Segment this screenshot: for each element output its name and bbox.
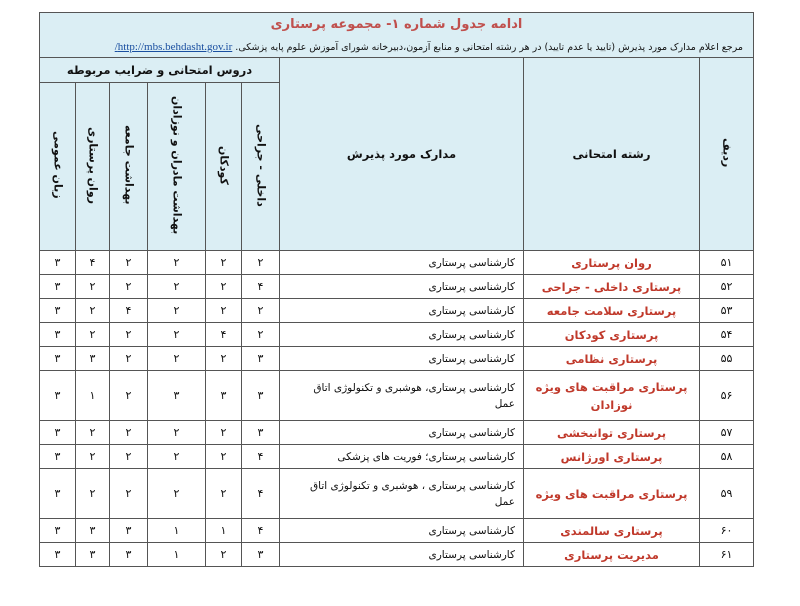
course-header-community-health [110,83,148,251]
coefficient-cell: ۲ [76,469,110,519]
accepted-document: کارشناسی پرستاری ، هوشبری و تکنولوژی اتاق [310,479,516,492]
field-name: پرستاری سلامت جامعه [546,303,677,318]
reference-note [50,41,743,53]
table-row [40,347,754,371]
coefficient-cell: ۲ [148,445,206,469]
courses-group-header: دروس امتحانی و ضرایب مربوطه [40,58,280,83]
table-row [40,299,754,323]
coefficient-cell: ۲ [110,251,148,275]
row-number: ۵۶ [700,371,754,421]
reference-text: مرجع اعلام مدارک مورد پذیرش (تایید یا عدم تایید) در هر رشته امتحانی و منابع آزمون،دبیرخانه شورای آموزش علوم پایه پزشکی. [235,42,744,53]
documents-cell [280,251,524,275]
coefficient-cell: ۲ [76,323,110,347]
coefficient-cell: ۳ [76,347,110,371]
coefficient-cell: ۳ [40,445,76,469]
accepted-document: کارشناسی پرستاری [428,352,516,365]
coefficient-cell: ۱ [206,519,242,543]
coefficient-cell: ۱ [148,543,206,567]
reference-link[interactable]: http://mbs.behdasht.gov.ir/ [114,41,233,53]
coefficient-cell: ۲ [110,323,148,347]
coefficient-cell: ۳ [242,347,280,371]
field-name-cell [524,519,700,543]
row-number: ۵۵ [700,347,754,371]
table-title: ادامه جدول شماره ۱- مجموعه پرستاری [270,17,523,32]
documents-cell [280,371,524,421]
table-row [40,519,754,543]
coefficient-cell: ۳ [40,323,76,347]
row-number: ۵۲ [700,275,754,299]
row-number-header [700,58,754,251]
field-name-cell [524,543,700,567]
field-name: پرستاری مراقبت های ویژه [535,379,688,394]
document-frame [39,12,753,578]
coefficient-cell: ۳ [40,421,76,445]
field-name-cell [524,251,700,275]
course-header-psychiatric-nursing [76,83,110,251]
field-name: پرستاری اورژانس [560,449,663,464]
field-name: پرستاری توانبخشی [556,425,667,440]
documents-cell [280,421,524,445]
coefficient-cell: ۲ [206,421,242,445]
coefficient-cell: ۴ [242,469,280,519]
course-header-maternal-health [148,83,206,251]
coefficient-cell: ۲ [206,469,242,519]
table-row [40,543,754,567]
accepted-document: کارشناسی پرستاری [428,328,516,341]
row-number: ۵۳ [700,299,754,323]
documents-cell [280,543,524,567]
row-number: ۵۷ [700,421,754,445]
coefficient-cell: ۲ [206,445,242,469]
course-header-text: داخلی - جراحی [254,123,268,207]
accepted-document: کارشناسی پرستاری [428,280,516,293]
coefficient-cell: ۳ [40,371,76,421]
field-name-cell [524,469,700,519]
coefficient-cell: ۲ [206,251,242,275]
coefficient-cell: ۳ [110,519,148,543]
accepted-document: کارشناسی پرستاری [428,426,516,439]
row-number: ۶۱ [700,543,754,567]
coefficient-cell: ۲ [148,421,206,445]
coefficient-cell: ۲ [206,543,242,567]
documents-cell [280,519,524,543]
coefficient-cell: ۳ [40,469,76,519]
course-header-text: زبان عمومی [51,131,65,199]
coefficient-cell: ۳ [242,421,280,445]
coefficient-cell: ۲ [148,299,206,323]
coefficient-cell: ۴ [110,299,148,323]
documents-cell [280,275,524,299]
table-row [40,251,754,275]
coefficient-cell: ۲ [206,299,242,323]
accepted-document: عمل [494,495,516,508]
course-header-internal-surgery [242,83,280,251]
row-number: ۵۴ [700,323,754,347]
coefficient-cell: ۳ [40,275,76,299]
accepted-document: عمل [494,397,516,410]
field-name: نوزادان [590,397,633,412]
coefficient-cell: ۲ [76,421,110,445]
row-number: ۵۸ [700,445,754,469]
course-header-text: بهداشت جامعه [122,125,136,205]
coefficient-cell: ۳ [110,543,148,567]
coefficient-cell: ۲ [148,469,206,519]
coefficient-cell: ۲ [76,445,110,469]
coefficient-cell: ۲ [110,371,148,421]
coefficient-cell: ۲ [110,469,148,519]
coefficient-cell: ۱ [76,371,110,421]
field-name: پرستاری کودکان [564,327,659,342]
title-cell [40,13,754,58]
row-number: ۵۹ [700,469,754,519]
field-name-cell [524,275,700,299]
table-body [40,251,754,567]
field-name-cell [524,421,700,445]
accepted-document: کارشناسی پرستاری [428,548,516,561]
coefficient-cell: ۲ [242,251,280,275]
coefficient-cell: ۳ [40,347,76,371]
table-row [40,469,754,519]
coefficient-cell: ۴ [76,251,110,275]
coefficient-cell: ۲ [76,299,110,323]
coefficient-cell: ۲ [148,251,206,275]
table-row [40,445,754,469]
row-number-header-text: ردیف [720,137,734,168]
coefficient-cell: ۳ [40,543,76,567]
course-header-pediatrics [206,83,242,251]
coefficient-cell: ۳ [206,371,242,421]
field-name: مدیریت پرستاری [564,547,659,562]
documents-cell [280,299,524,323]
coefficient-cell: ۲ [242,299,280,323]
accepted-document: کارشناسی پرستاری [428,304,516,317]
table-row [40,421,754,445]
coefficient-cell: ۲ [206,347,242,371]
coefficient-cell: ۳ [40,519,76,543]
course-header-general-language [40,83,76,251]
coefficient-cell: ۲ [242,323,280,347]
coefficient-cell: ۳ [40,299,76,323]
coefficient-cell: ۲ [76,275,110,299]
field-name: پرستاری سالمندی [560,523,663,538]
field-name-cell [524,347,700,371]
row-number: ۵۱ [700,251,754,275]
documents-cell [280,323,524,347]
documents-cell [280,469,524,519]
coefficient-cell: ۲ [110,347,148,371]
field-name: پرستاری مراقبت های ویژه [535,486,688,501]
coefficient-cell: ۴ [242,275,280,299]
coefficient-cell: ۳ [76,519,110,543]
field-name: پرستاری نظامی [565,351,658,366]
row-number: ۶۰ [700,519,754,543]
coefficient-cell: ۲ [110,421,148,445]
coefficient-cell: ۴ [242,445,280,469]
coefficient-cell: ۱ [148,519,206,543]
field-header: رشته امتحانی [524,58,700,251]
field-name: پرستاری داخلی - جراحی [541,279,682,294]
coefficient-cell: ۳ [242,371,280,421]
coefficient-cell: ۲ [148,323,206,347]
coefficient-cell: ۳ [76,543,110,567]
coefficient-cell: ۲ [110,445,148,469]
exam-table [39,12,754,567]
table-row [40,371,754,421]
accepted-document: کارشناسی پرستاری؛ فوریت های پزشکی [337,450,516,463]
coefficient-cell: ۲ [148,347,206,371]
field-name-cell [524,445,700,469]
field-name-cell [524,299,700,323]
field-name: روان پرستاری [571,255,652,270]
coefficient-cell: ۲ [110,275,148,299]
documents-cell [280,347,524,371]
coefficient-cell: ۳ [40,251,76,275]
accepted-document: کارشناسی پرستاری، هوشبری و تکنولوژی اتاق [313,381,516,394]
coefficient-cell: ۳ [242,543,280,567]
documents-header: مدارک مورد پذیرش [280,58,524,251]
table-row [40,323,754,347]
table-row [40,275,754,299]
accepted-document: کارشناسی پرستاری [428,524,516,537]
coefficient-cell: ۳ [148,371,206,421]
documents-cell [280,445,524,469]
field-name-cell [524,323,700,347]
accepted-document: کارشناسی پرستاری [428,256,516,269]
coefficient-cell: ۲ [148,275,206,299]
course-header-text: روان پرستاری [86,126,100,204]
coefficient-cell: ۴ [242,519,280,543]
course-header-text: کودکان [217,145,231,185]
field-name-cell [524,371,700,421]
coefficient-cell: ۴ [206,323,242,347]
coefficient-cell: ۲ [206,275,242,299]
course-header-text: بهداشت مادران و نوزادان [170,95,184,235]
